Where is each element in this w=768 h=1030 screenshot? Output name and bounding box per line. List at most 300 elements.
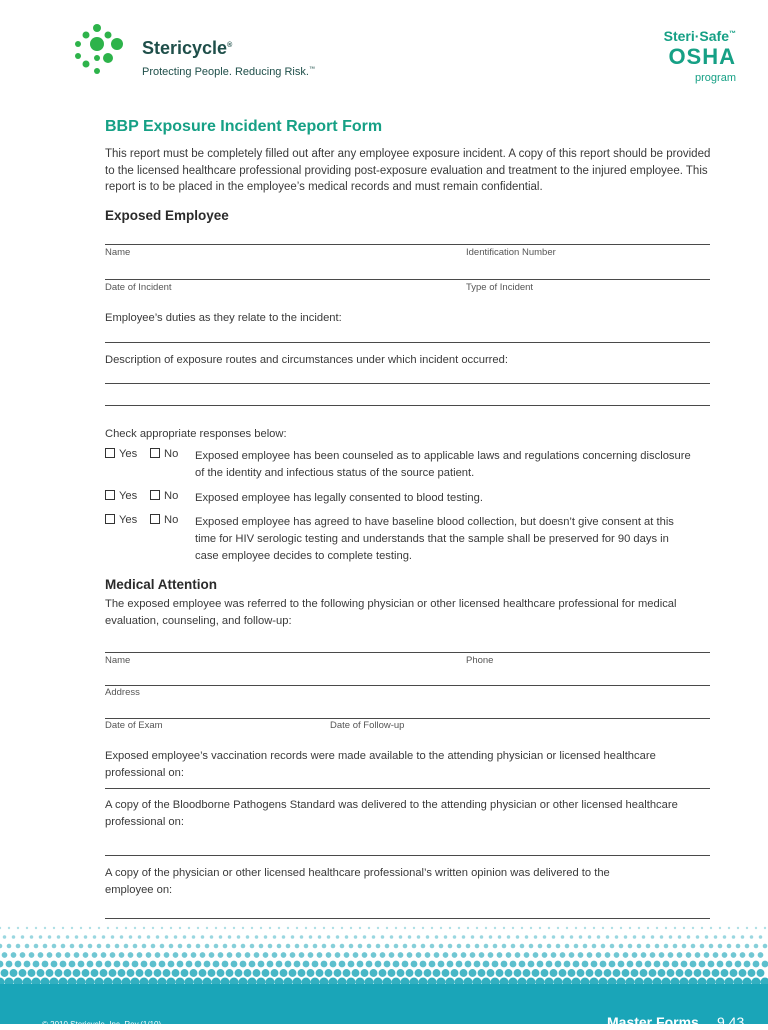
pattern-dot: [147, 935, 151, 939]
pattern-dot: [325, 969, 333, 977]
checkbox-icon: [150, 448, 160, 458]
pattern-dot: [235, 969, 243, 977]
pattern-dot: [525, 935, 529, 939]
pattern-dot: [502, 944, 507, 949]
pattern-dot: [82, 969, 90, 977]
pattern-dot: [205, 944, 210, 949]
pattern-dot: [498, 935, 502, 939]
form-title: BBP Exposure Incident Report Form: [105, 118, 382, 136]
pattern-dot: [762, 961, 768, 968]
pattern-dot: [628, 944, 633, 949]
pattern-dot: [659, 952, 665, 958]
pattern-dot: [474, 961, 481, 968]
pattern-dot: [188, 927, 190, 929]
pattern-dot: [447, 961, 454, 968]
pattern-dot: [632, 952, 638, 958]
pattern-dot: [541, 969, 549, 977]
pattern-dot: [426, 935, 430, 939]
pattern-dot: [596, 952, 602, 958]
pattern-dot: [453, 935, 457, 939]
description-line-1[interactable]: [105, 383, 710, 384]
standard-delivered-text: A copy of the Bloodborne Pathogens Standard was delivered to the attending physician or other licensed healthcare professional on:: [105, 797, 705, 831]
pattern-dot: [412, 944, 417, 949]
pattern-dot: [745, 944, 750, 949]
pattern-dot: [534, 935, 538, 939]
pattern-dot: [448, 944, 453, 949]
pattern-dot: [368, 927, 370, 929]
pattern-dot: [278, 927, 280, 929]
pattern-dot: [48, 935, 52, 939]
pattern-dot: [668, 952, 674, 958]
name-label: Name: [105, 247, 130, 258]
pattern-dot: [56, 952, 62, 958]
pattern-dot: [678, 935, 682, 939]
pattern-dot: [299, 952, 305, 958]
pattern-dot: [353, 952, 359, 958]
response-item-2: Exposed employee has legally consented to blood testing.: [195, 490, 700, 507]
pattern-dot: [588, 935, 592, 939]
steri-safe-osha-badge: [652, 28, 742, 90]
pattern-dot: [488, 952, 494, 958]
description-line-2[interactable]: [105, 405, 710, 406]
pattern-dot: [359, 927, 361, 929]
pattern-dot: [366, 961, 373, 968]
pattern-dot: [28, 969, 36, 977]
pattern-dot: [636, 961, 643, 968]
pattern-dot: [452, 952, 458, 958]
pattern-dot: [620, 927, 622, 929]
pattern-dot: [16, 944, 21, 949]
pattern-dot: [624, 935, 628, 939]
pattern-dot: [330, 961, 337, 968]
pattern-dot: [696, 935, 700, 939]
pattern-dot: [168, 961, 175, 968]
pattern-dot: [172, 969, 180, 977]
pattern-dot: [574, 944, 579, 949]
date-of-exam-label: Date of Exam: [105, 720, 163, 731]
pattern-dot: [98, 927, 100, 929]
pattern-dot: [164, 952, 170, 958]
pattern-dot: [494, 927, 496, 929]
pattern-dot: [389, 952, 395, 958]
pattern-dot: [300, 935, 304, 939]
pattern-dot: [413, 927, 415, 929]
pattern-dot: [73, 969, 81, 977]
name-line[interactable]: [105, 244, 710, 245]
pattern-dot: [8, 927, 10, 929]
pattern-dot: [469, 969, 477, 977]
description-label: Description of exposure routes and circumstances under which incident occurred:: [105, 352, 508, 369]
pattern-dot: [640, 969, 648, 977]
pattern-dot: [728, 927, 730, 929]
pattern-dot: [123, 961, 130, 968]
pattern-dot: [110, 952, 116, 958]
pattern-dot: [145, 969, 153, 977]
pattern-dot: [633, 935, 637, 939]
pattern-dot: [417, 935, 421, 939]
pattern-dot: [602, 927, 604, 929]
pattern-dot: [605, 952, 611, 958]
pattern-dot: [575, 927, 577, 929]
pattern-dot: [233, 927, 235, 929]
pattern-dot: [127, 969, 135, 977]
pattern-dot: [34, 944, 39, 949]
pattern-dot: [138, 935, 142, 939]
pattern-dot: [604, 969, 612, 977]
physician-name-line[interactable]: [105, 652, 710, 653]
pattern-dot: [390, 935, 394, 939]
duties-line[interactable]: [105, 342, 710, 343]
pattern-dot: [280, 969, 288, 977]
pattern-dot: [124, 944, 129, 949]
pattern-dot: [262, 969, 270, 977]
pattern-dot: [204, 961, 211, 968]
pattern-dot: [611, 927, 613, 929]
yes-checkbox-2[interactable]: Yes: [105, 490, 137, 502]
pattern-dot: [708, 961, 715, 968]
pattern-dot: [244, 969, 252, 977]
no-checkbox-1[interactable]: No: [150, 448, 178, 460]
pattern-dot: [367, 944, 372, 949]
pattern-dot: [71, 927, 73, 929]
pattern-dot: [623, 952, 629, 958]
pattern-dot: [182, 952, 188, 958]
yes-checkbox-3[interactable]: Yes: [105, 514, 137, 526]
pattern-dot: [406, 969, 414, 977]
pattern-dot: [51, 961, 58, 968]
pattern-dot: [564, 961, 571, 968]
pattern-dot: [398, 952, 404, 958]
pattern-dot: [433, 969, 441, 977]
pattern-dot: [120, 935, 124, 939]
pattern-dot: [52, 944, 57, 949]
pattern-dot: [134, 927, 136, 929]
pattern-dot: [691, 944, 696, 949]
responses-intro: Check appropriate responses below:: [105, 426, 287, 443]
pattern-dot: [583, 944, 588, 949]
yes-checkbox-1[interactable]: Yes: [105, 448, 137, 460]
pattern-dot: [294, 961, 301, 968]
pattern-dot: [35, 927, 37, 929]
pattern-dot: [449, 927, 451, 929]
brand-name: Stericycle®: [142, 38, 232, 59]
pattern-dot: [593, 927, 595, 929]
pattern-dot: [62, 927, 64, 929]
pattern-dot: [442, 969, 450, 977]
pattern-dot: [665, 927, 667, 929]
pattern-dot: [326, 952, 332, 958]
pattern-dot: [0, 961, 3, 968]
no-checkbox-3[interactable]: No: [150, 514, 178, 526]
pattern-dot: [38, 952, 44, 958]
badge-bottom-text: program: [695, 72, 736, 84]
pattern-dot: [251, 927, 253, 929]
pattern-dot: [532, 969, 540, 977]
pattern-dot: [703, 969, 711, 977]
pattern-dot: [246, 935, 250, 939]
pattern-dot: [718, 944, 723, 949]
pattern-dot: [210, 935, 214, 939]
pattern-dot: [539, 927, 541, 929]
pattern-dot: [578, 952, 584, 958]
pattern-dot: [97, 944, 102, 949]
pattern-dot: [0, 944, 2, 949]
pattern-dot: [606, 935, 610, 939]
pattern-dot: [388, 969, 396, 977]
pattern-dot: [129, 935, 133, 939]
pattern-dot: [195, 961, 202, 968]
pattern-dot: [334, 969, 342, 977]
pattern-dot: [721, 969, 729, 977]
pattern-dot: [520, 944, 525, 949]
pattern-dot: [647, 927, 649, 929]
pattern-dot: [10, 969, 18, 977]
pattern-dot: [151, 944, 156, 949]
pattern-dot: [411, 961, 418, 968]
pattern-dot: [416, 952, 422, 958]
pattern-dot: [663, 961, 670, 968]
pattern-dot: [546, 961, 553, 968]
pattern-dot: [710, 927, 712, 929]
no-checkbox-2[interactable]: No: [150, 490, 178, 502]
pattern-dot: [341, 927, 343, 929]
pattern-dot: [6, 961, 13, 968]
pattern-dot: [1, 969, 9, 977]
incident-date-line[interactable]: [105, 279, 710, 280]
pattern-dot: [690, 961, 697, 968]
pattern-dot: [458, 927, 460, 929]
pattern-dot: [700, 944, 705, 949]
pattern-dot: [316, 969, 324, 977]
pattern-dot: [577, 969, 585, 977]
pattern-dot: [565, 944, 570, 949]
pattern-dot: [218, 952, 224, 958]
pattern-dot: [375, 961, 382, 968]
pattern-dot: [83, 952, 89, 958]
pattern-dot: [192, 935, 196, 939]
pattern-dot: [173, 952, 179, 958]
pattern-dot: [748, 969, 756, 977]
pattern-dot: [548, 927, 550, 929]
pattern-dot: [438, 961, 445, 968]
pattern-dot: [141, 961, 148, 968]
pattern-dot: [308, 952, 314, 958]
pattern-dot: [3, 935, 7, 939]
pattern-dot: [560, 952, 566, 958]
pattern-dot: [739, 969, 747, 977]
pattern-dot: [530, 927, 532, 929]
pattern-dot: [348, 961, 355, 968]
pattern-dot: [470, 952, 476, 958]
pattern-dot: [749, 952, 755, 958]
pattern-dot: [20, 952, 26, 958]
pattern-dot: [424, 969, 432, 977]
pattern-dot: [268, 944, 273, 949]
pattern-dot: [695, 952, 701, 958]
pattern-dot: [744, 961, 751, 968]
pattern-dot: [586, 969, 594, 977]
pattern-dot: [7, 944, 12, 949]
pattern-dot: [89, 927, 91, 929]
pattern-dot: [757, 969, 765, 977]
pattern-dot: [179, 927, 181, 929]
pattern-dot: [17, 927, 19, 929]
pattern-dot: [269, 927, 271, 929]
pattern-dot: [712, 969, 720, 977]
pattern-dot: [451, 969, 459, 977]
pattern-dot: [277, 944, 282, 949]
footer-page-number: 9.43: [717, 1014, 744, 1030]
pattern-dot: [686, 952, 692, 958]
pattern-dot: [597, 935, 601, 939]
pattern-dot: [174, 935, 178, 939]
pattern-dot: [100, 969, 108, 977]
pattern-dot: [492, 961, 499, 968]
pattern-dot: [380, 952, 386, 958]
pattern-dot: [694, 969, 702, 977]
pattern-dot: [358, 944, 363, 949]
pattern-dot: [75, 935, 79, 939]
response-item-1: Exposed employee has been counseled as to applicable laws and regulations concerning disclosure of the identity and infectious status of the source patient.: [195, 448, 700, 482]
pattern-dot: [255, 935, 259, 939]
pattern-dot: [92, 952, 98, 958]
pattern-dot: [232, 944, 237, 949]
pattern-dot: [343, 969, 351, 977]
pattern-dot: [69, 961, 76, 968]
pattern-dot: [753, 961, 760, 968]
pattern-dot: [93, 935, 97, 939]
pattern-dot: [561, 935, 565, 939]
pattern-dot: [676, 969, 684, 977]
pattern-dot: [66, 935, 70, 939]
address-label: Address: [105, 687, 140, 698]
pattern-dot: [719, 927, 721, 929]
pattern-dot: [242, 927, 244, 929]
pattern-dot: [674, 927, 676, 929]
vaccination-date-line[interactable]: [105, 788, 710, 789]
pattern-dot: [677, 952, 683, 958]
pattern-dot: [609, 961, 616, 968]
pattern-dot: [363, 935, 367, 939]
pattern-dot: [512, 927, 514, 929]
pattern-dot: [303, 961, 310, 968]
pattern-dot: [79, 944, 84, 949]
pattern-dot: [88, 944, 93, 949]
pattern-dot: [70, 944, 75, 949]
pattern-dot: [313, 944, 318, 949]
pattern-dot: [177, 961, 184, 968]
pattern-dot: [111, 935, 115, 939]
pattern-dot: [510, 961, 517, 968]
pattern-dot: [322, 944, 327, 949]
pattern-dot: [271, 969, 279, 977]
pattern-dot: [655, 944, 660, 949]
pattern-dot: [237, 935, 241, 939]
response-item-3: Exposed employee has agreed to have baseline blood collection, but doesn’t give consent at this time for HIV serologic testing and understands that the sample shall be preserved for 90 days in case employee decides to complete testing.: [195, 514, 695, 565]
pattern-dot: [190, 969, 198, 977]
pattern-dot: [102, 935, 106, 939]
pattern-dot: [217, 969, 225, 977]
pattern-dot: [263, 952, 269, 958]
pattern-dot: [755, 927, 757, 929]
pattern-dot: [514, 969, 522, 977]
date-of-incident-label: Date of Incident: [105, 282, 172, 293]
pattern-dot: [627, 961, 634, 968]
pattern-dot: [479, 952, 485, 958]
brand-tagline: Protecting People. Reducing Risk.™: [142, 66, 315, 78]
address-line[interactable]: [105, 685, 710, 686]
pattern-dot: [236, 952, 242, 958]
pattern-dot: [362, 952, 368, 958]
section-heading-exposed-employee: Exposed Employee: [105, 208, 229, 223]
pattern-dot: [714, 935, 718, 939]
pattern-dot: [559, 969, 567, 977]
pattern-dot: [357, 961, 364, 968]
pattern-dot: [667, 969, 675, 977]
pattern-dot: [163, 969, 171, 977]
pattern-dot: [331, 944, 336, 949]
pattern-dot: [443, 952, 449, 958]
pattern-dot: [543, 935, 547, 939]
pattern-dot: [397, 969, 405, 977]
pattern-dot: [601, 944, 606, 949]
pattern-dot: [478, 969, 486, 977]
pattern-dot: [425, 952, 431, 958]
pattern-dot: [407, 952, 413, 958]
pattern-dot: [165, 935, 169, 939]
pattern-dot: [467, 927, 469, 929]
pattern-dot: [201, 935, 205, 939]
pattern-dot: [282, 935, 286, 939]
pattern-dot: [431, 927, 433, 929]
pattern-dot: [91, 969, 99, 977]
pattern-dot: [219, 935, 223, 939]
pattern-dot: [289, 969, 297, 977]
pattern-dot: [55, 969, 63, 977]
pattern-dot: [197, 927, 199, 929]
pattern-dot: [160, 944, 165, 949]
pattern-dot: [444, 935, 448, 939]
pattern-dot: [309, 935, 313, 939]
pattern-dot: [570, 935, 574, 939]
pattern-dot: [592, 944, 597, 949]
pattern-dot: [214, 944, 219, 949]
standard-date-line[interactable]: [105, 855, 710, 856]
pattern-dot: [199, 969, 207, 977]
pattern-dot: [114, 961, 121, 968]
pattern-dot: [750, 935, 754, 939]
pattern-dot: [354, 935, 358, 939]
pattern-dot: [286, 944, 291, 949]
pattern-dot: [345, 935, 349, 939]
pattern-dot: [610, 944, 615, 949]
pattern-dot: [737, 927, 739, 929]
opinion-delivered-text: A copy of the physician or other licensed healthcare professional’s written opinion was delivered to the employee on:: [105, 865, 645, 899]
pattern-dot: [142, 944, 147, 949]
pattern-dot: [705, 935, 709, 939]
opinion-date-line[interactable]: [105, 918, 710, 919]
pattern-dot: [276, 961, 283, 968]
pattern-dot: [304, 944, 309, 949]
pattern-dot: [371, 952, 377, 958]
pattern-dot: [250, 944, 255, 949]
pattern-dot: [731, 952, 737, 958]
pattern-dot: [109, 969, 117, 977]
pattern-dot: [493, 944, 498, 949]
pattern-dot: [43, 944, 48, 949]
exam-date-line[interactable]: [105, 718, 710, 719]
pattern-dot: [485, 927, 487, 929]
